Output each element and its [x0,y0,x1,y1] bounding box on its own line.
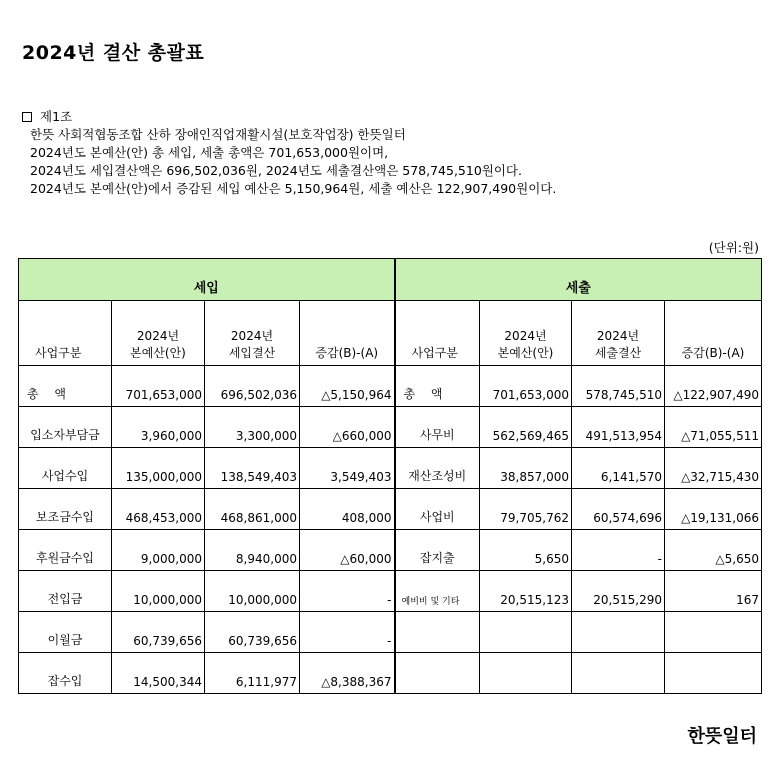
table-cell-in-budget: 468,453,000 [112,489,205,530]
table-cell-ex-cat: 사무비 [395,407,480,448]
table-cell-ex-cat [395,612,480,653]
table-cell-ex-cat: 예비비 및 기타 [395,571,480,612]
page-title: 2024년 결산 총괄표 [22,42,205,64]
table-cell-in-budget: 3,960,000 [112,407,205,448]
table-cell-ex-diff: △122,907,490 [665,366,762,407]
expense-header-budget: 2024년 본예산(안) [480,301,572,366]
table-cell-in-actual: 3,300,000 [205,407,300,448]
table-cell-ex-budget: 5,650 [480,530,572,571]
table-cell-ex-actual: 60,574,696 [572,489,665,530]
income-group-header: 세입 [19,259,395,301]
article-line: 2024년도 본예산(안) 총 세입, 세출 총액은 701,653,000원이며, [30,145,389,160]
table-cell-in-diff: △60,000 [300,530,395,571]
settlement-table [18,258,762,694]
table-cell-in-cat: 후원금수입 [19,530,112,571]
table-row [19,489,762,530]
table-cell-ex-diff: △71,055,511 [665,407,762,448]
table-cell-ex-actual: 578,745,510 [572,366,665,407]
table-cell-ex-cat: 사업비 [395,489,480,530]
table-cell-ex-actual: 491,513,954 [572,407,665,448]
table-cell-ex-diff: △19,131,066 [665,489,762,530]
table-cell-in-budget: 60,739,656 [112,612,205,653]
article-heading-row [22,108,556,126]
table-cell-ex-diff [665,612,762,653]
table-cell-ex-actual [572,653,665,694]
table-cell-in-diff: 3,549,403 [300,448,395,489]
article-line: 2024년도 본예산(안)에서 증감된 세입 예산은 5,150,964원, 세출 예산은 122,907,490원이다. [30,181,557,196]
table-row [19,448,762,489]
table-cell-in-actual: 10,000,000 [205,571,300,612]
table-cell-in-cat: 총 액 [19,366,112,407]
article-line: 한뜻 사회적협동조합 산하 장애인직업재활시설(보호작업장) 한뜻일터 [30,127,406,142]
expense-header-actual: 2024년 세출결산 [572,301,665,366]
table-cell-ex-diff [665,653,762,694]
table-cell-ex-budget: 79,705,762 [480,489,572,530]
table-cell-in-budget: 14,500,344 [112,653,205,694]
table-cell-ex-budget [480,612,572,653]
table-cell-ex-actual: 20,515,290 [572,571,665,612]
table-row [19,407,762,448]
table-cell-ex-diff: △32,715,430 [665,448,762,489]
table-row [19,653,762,694]
table-body [19,366,762,694]
table-cell-in-cat: 입소자부담금 [19,407,112,448]
table-cell-in-cat: 전입금 [19,571,112,612]
unit-label: (단위:원) [708,240,759,255]
table-cell-in-cat: 잡수입 [19,653,112,694]
expense-header-diff: 증감(B)-(A) [665,301,762,366]
table-cell-in-actual: 468,861,000 [205,489,300,530]
table-cell-ex-cat [395,653,480,694]
table-cell-ex-cat: 재산조성비 [395,448,480,489]
table-cell-ex-budget [480,653,572,694]
expense-header-category: 사업구분 [395,301,480,366]
table-cell-in-diff: △660,000 [300,407,395,448]
income-header-budget: 2024년 본예산(안) [112,301,205,366]
table-cell-in-budget: 135,000,000 [112,448,205,489]
table-cell-ex-cat: 잡지출 [395,530,480,571]
table-cell-ex-actual: 6,141,570 [572,448,665,489]
table-cell-in-diff: - [300,571,395,612]
table-cell-in-budget: 701,653,000 [112,366,205,407]
table-cell-in-actual: 60,739,656 [205,612,300,653]
table-cell-in-actual: 138,549,403 [205,448,300,489]
table-cell-in-cat: 사업수입 [19,448,112,489]
table-cell-in-diff: △8,388,367 [300,653,395,694]
table-cell-ex-budget: 38,857,000 [480,448,572,489]
table-row [19,530,762,571]
table-cell-ex-diff: 167 [665,571,762,612]
income-header-diff: 증감(B)-(A) [300,301,395,366]
table-cell-ex-actual: - [572,530,665,571]
table-cell-ex-budget: 20,515,123 [480,571,572,612]
table-cell-ex-budget: 562,569,465 [480,407,572,448]
income-header-category: 사업구분 [19,301,112,366]
table-cell-in-cat: 이월금 [19,612,112,653]
income-header-actual: 2024년 세입결산 [205,301,300,366]
table-row [19,366,762,407]
table-cell-in-diff: △5,150,964 [300,366,395,407]
expense-group-header: 세출 [395,259,762,301]
table-cell-ex-budget: 701,653,000 [480,366,572,407]
table-cell-in-cat: 보조금수입 [19,489,112,530]
article-heading: 제1조 [40,109,73,124]
table-row [19,571,762,612]
table-cell-ex-diff: △5,650 [665,530,762,571]
organization-name: 한뜻일터 [687,726,757,747]
table-cell-in-diff: 408,000 [300,489,395,530]
table-cell-in-actual: 6,111,977 [205,653,300,694]
table-cell-in-diff: - [300,612,395,653]
table-cell-ex-cat: 총 액 [395,366,480,407]
table-cell-in-actual: 696,502,036 [205,366,300,407]
article-section [22,108,556,198]
checkbox-icon [22,112,32,122]
table-row [19,612,762,653]
column-header-row [19,301,762,366]
table-cell-ex-actual [572,612,665,653]
table-cell-in-budget: 9,000,000 [112,530,205,571]
table-cell-in-budget: 10,000,000 [112,571,205,612]
table-cell-in-actual: 8,940,000 [205,530,300,571]
article-line: 2024년도 세입결산액은 696,502,036원, 2024년도 세출결산액은 578,745,510원이다. [30,163,522,178]
